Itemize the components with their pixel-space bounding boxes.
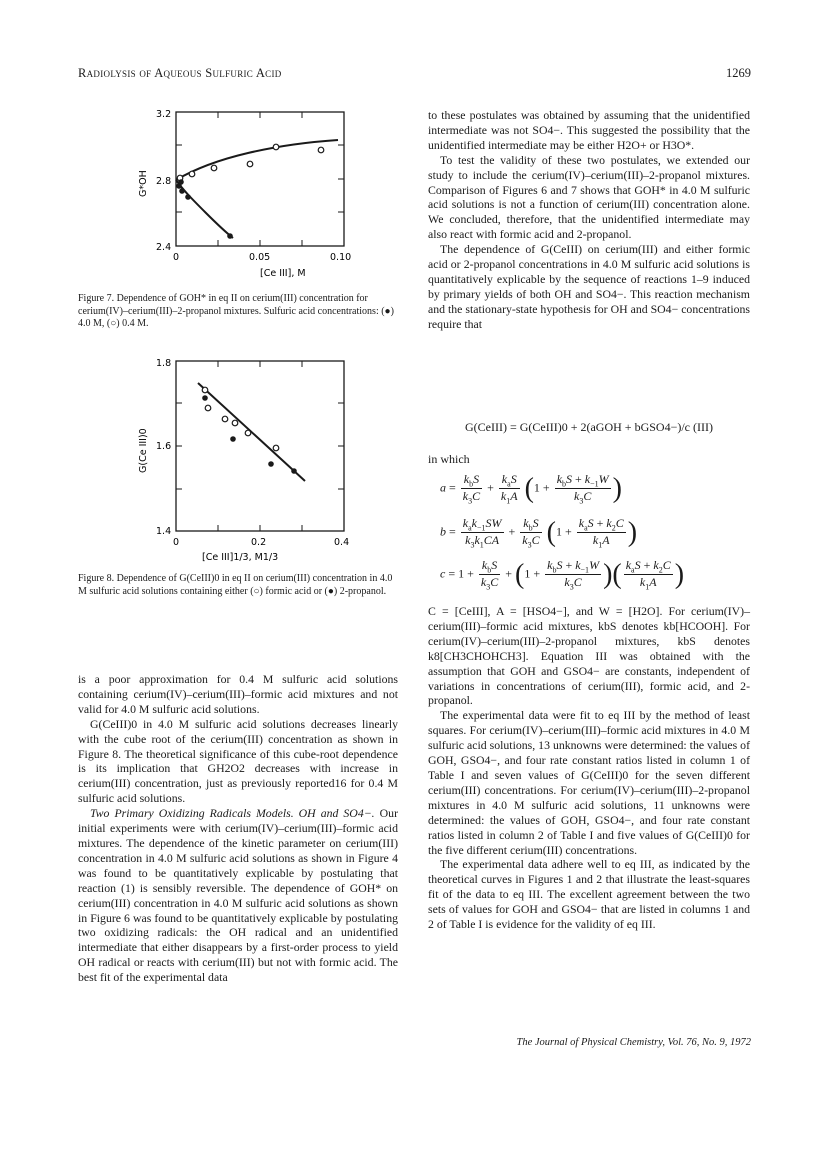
figure-8-plot (118, 353, 378, 568)
fig8-ytick-2: 1.6 (156, 441, 172, 452)
fig7-xtick-2: 0.05 (249, 252, 271, 263)
figure-8-caption: Figure 8. Dependence of G(CeIII)0 in eq II on cerium(III) concentration in 4.0 M sulfuric acid solutions containing either (○) formic acid or (●) 2-propanol. (78, 573, 393, 597)
right-column-lower (428, 604, 750, 932)
left-paragraph-3-body: Our initial experiments were with cerium(IV)–cerium(III)–formic acid mixtures. The dependence of the kinetic parameter on cerium(III) concentration in 4.0 M sulfuric acid solutions as shown in Figure 4 was found to be quantitatively explicable by postulating that reaction (1) is sensibly reversible. The dependence of GOH* on cerium(III) concentration in 4.0 M sulfuric acid solutions as shown in Figure 6 was found to be quantitatively explicable by postulating two oxidizing radicals: the OH radical and an unidentified intermediate that either disappears by a first-order process to yield OH radical or reacts with cerium(III) but not with formic acid. The best fit of the experimental data (78, 806, 398, 985)
fig7-ylabel: G*OH (138, 170, 149, 197)
left-paragraph-1: is a poor approximation for 0.4 M sulfuric acid solutions containing cerium(IV)–cerium(III)–formic acid mixtures and not valid for 4.0 M sulfuric acid solutions. (78, 672, 398, 716)
right-paragraph-1: to these postulates was obtained by assuming that the unidentified intermediate was not SO4−. This suggested the possibility that the unidentified intermediate may be either H2O+ or H3O*. (428, 108, 750, 152)
fig8-ylabel: G(Ce III)0 (138, 428, 149, 473)
right-paragraph-6: The experimental data adhere well to eq III, as indicated by the theoretical curves in Figures 1 and 2 that illustrate the least-squares fit of the data to eq III. The excellent agreement between the two sets of values for GOH and GSO4− that are listed in columns 1 and 2 of Table I is evidence for the validity of eq III. (428, 857, 750, 932)
section-run-in-title: Two Primary Oxidizing Radicals Models. OH and SO4−. (90, 806, 375, 821)
equation-b: b = $\frac{k_ak_{-1}SW}{k_3k_1CA}$ + $\frac{k_bS}{k_3C}$ (1 + $\frac{k_aS + k_2C}{k_1A}$ ) (440, 516, 638, 550)
equation-c: c = 1 + $\frac{k_bS}{k_3C}$ + (1 + $\frac{k_bS + k_{-1}W}{k_3C}$ )( $\frac{k_aS + k_2C}{k_1A}$ ) (440, 558, 685, 592)
running-title: Radiolysis of Aqueous Sulfuric Acid (78, 66, 282, 80)
fig7-ytick-1: 3.2 (156, 109, 172, 120)
figure-7 (118, 98, 378, 293)
fig7-ytick-3: 2.4 (156, 242, 172, 253)
figure-7-caption: Figure 7. Dependence of GOH* in eq II on cerium(III) concentration for cerium(IV)–cerium(III)–2-propanol mixtures. Sulfuric acid concentrations: (●) 4.0 M, (○) 0.4 M. (78, 293, 394, 329)
left-paragraph-2: G(CeIII)0 in 4.0 M sulfuric acid solutions decreases linearly with the cube root of the cerium(III) concentration as shown in Figure 8. The theoretical significance of this cube-root dependence is its implication that GH2O2 decreases with increase in cerium(III) concentration, just as previously reported16 for 0.4 M sulfuric acid solutions. (78, 716, 398, 806)
fig8-xtick-3: 0.4 (334, 537, 350, 548)
fig8-ytick-3: 1.4 (156, 526, 172, 537)
fig7-xtick-1: 0 (173, 252, 180, 263)
fig8-ytick-1: 1.8 (156, 358, 172, 369)
equation-iii: G(CeIII) = G(CeIII)0 + 2(aGOH + bGSO4−)/c (III) (465, 420, 713, 434)
fig7-ytick-2: 2.8 (156, 176, 172, 187)
right-paragraph-3: The dependence of G(CeIII) on cerium(III) and either formic acid or 2-propanol concentrations in 4.0 M sulfuric acid solutions is quantitatively explicable by the sequence of reactions 1–9 induced by primary yields of both OH and SO4−. This reaction mechanism and the stationary-state hypothesis for OH and SO4− concentrations require that (428, 242, 750, 331)
right-paragraph-4: C = [CeIII], A = [HSO4−], and W = [H2O]. For cerium(IV)–cerium(III)–formic acid mixtures, kbS denotes kb[HCOOH]. For cerium(IV)–cerium(III)–2-propanol mixtures, kbS denotes k8[CH3CHOHCH3]. Equation III was obtained with the assumption that GOH and GSO4− are constants, independent of variations in concentrations of cerium(III), formic acid, and 2-propanol. (428, 604, 750, 708)
figure-8 (118, 353, 378, 568)
left-column (78, 672, 398, 985)
in-which-label: in which (428, 452, 470, 466)
page-number: 1269 (726, 66, 751, 80)
journal-footer: The Journal of Physical Chemistry, Vol. 76, No. 9, 1972 (516, 1037, 751, 1048)
fig8-xlabel: [Ce III]1/3, M1/3 (202, 552, 279, 563)
fig8-xtick-2: 0.2 (251, 537, 267, 548)
fig7-xlabel: [Ce III], M (260, 268, 306, 279)
right-paragraph-5: The experimental data were fit to eq III by the method of least squares. For cerium(IV)–cerium(III)–formic acid mixtures in 4.0 M sulfuric acid solutions, 13 unknowns were determined: the values of GOH, GSO4−, and four rate constant ratios listed in column 1 of Table I and seven values of G(CeIII)0 for the seven different cerium(III) concentrations. For cerium(IV)–cerium(III)–2-propanol mixtures in 4.0 M sulfuric acid solutions, 11 unknowns were determined: the values of GOH, GSO4−, and four rate constant ratios listed in column 2 of Table I and five values of G(CeIII)0 for the five different cerium(III) concentrations. (428, 708, 750, 857)
left-paragraph-3 (78, 806, 398, 985)
equation-a: a = $\frac{k_bS}{k_3C}$ + $\frac{k_aS}{k_1A}$ (1 + $\frac{k_bS + k_{-1}W}{k_3C}$ ) (440, 472, 622, 506)
fig7-xtick-3: 0.10 (330, 252, 352, 263)
right-column (428, 108, 750, 332)
right-paragraph-2: To test the validity of these two postulates, we extended our study to include the cerium(IV)–cerium(III)–2-propanol mixtures. Comparison of Figures 6 and 7 shows that GOH* in 4.0 M sulfuric acid solutions is not a function of cerium(III) concentration alone. We concluded, therefore, that the unidentified intermediate may also react with formic acid and 2-propanol. (428, 152, 750, 242)
fig8-xtick-1: 0 (173, 537, 180, 548)
figure-7-plot (118, 98, 378, 293)
